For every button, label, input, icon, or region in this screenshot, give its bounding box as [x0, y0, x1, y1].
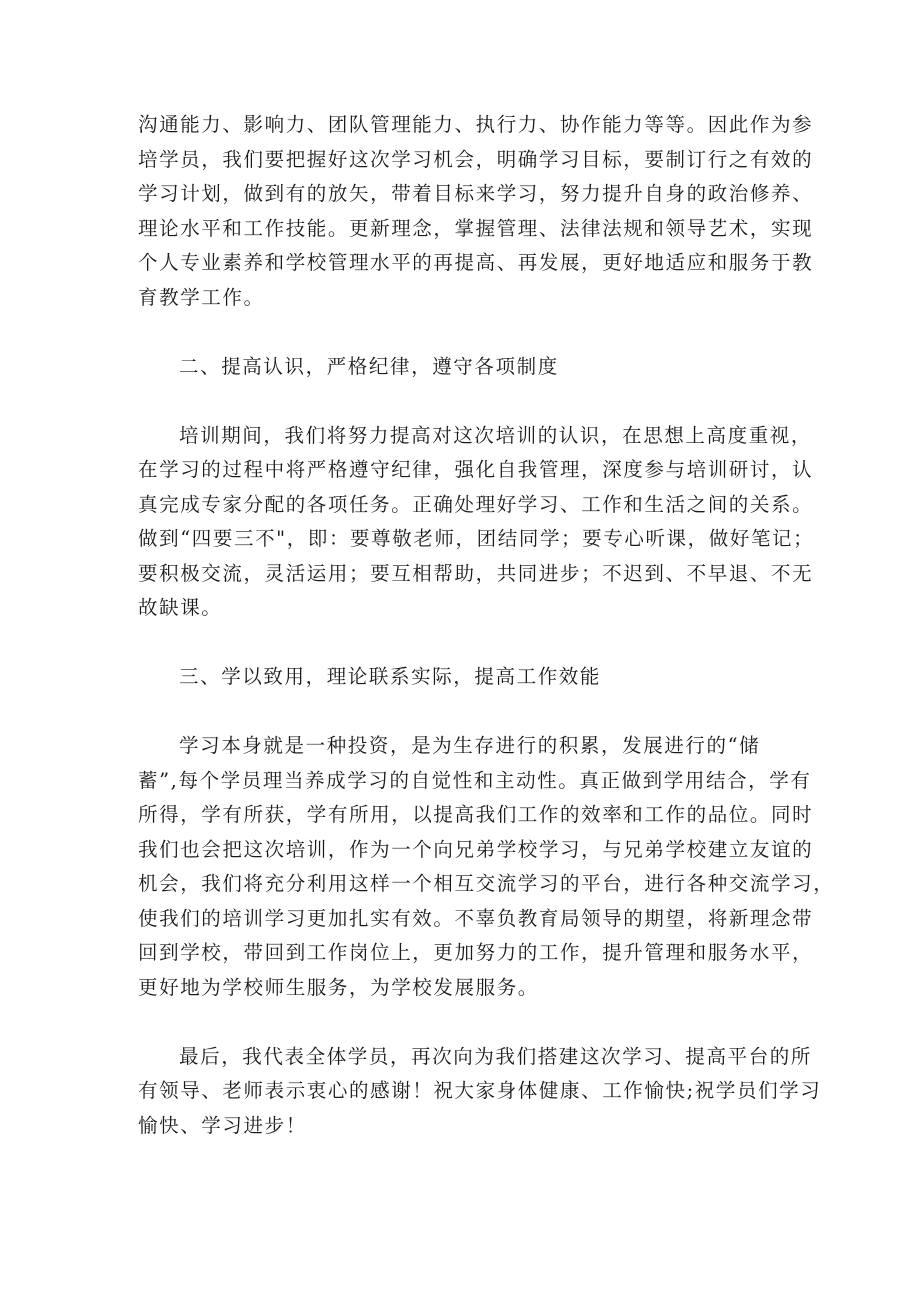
paragraph-line: 有领导、老师表示衷心的感谢！祝大家身体健康、工作愉快;祝学员们学习 — [138, 1079, 822, 1102]
paragraph-line: 学习本身就是一种投资，是为生存进行的积累，发展进行的“储 — [179, 734, 761, 757]
paragraph-line: 我们也会把这次培训，作为一个向兄弟学校学习，与兄弟学校建立友谊的 — [138, 837, 814, 861]
paragraph-line: 回到学校，带回到工作岗位上，更加努力的工作，提升管理和服务水平， — [138, 941, 814, 964]
paragraph-line: 机会，我们将充分利用这样一个相互交流学习的平台，进行各种交流学习， — [138, 872, 835, 895]
paragraph-line: 最后，我代表全体学员，再次向为我们搭建这次学习、提高平台的所 — [179, 1044, 813, 1068]
paragraph-line: 育教学工作。 — [138, 285, 265, 309]
paragraph-line: 做到“四要三不"，即：要尊敬老师，团结同学；要专心听课，做好笔记； — [138, 527, 815, 550]
section-heading-3: 三、学以致用，理论联系实际，提高工作效能 — [179, 665, 602, 688]
paragraph-line: 学习计划，做到有的放矢，带着目标来学习，努力提升自身的政治修养、 — [138, 182, 814, 205]
paragraph-2 — [138, 419, 815, 626]
paragraph-line: 在学习的过程中将严格遵守纪律，强化自我管理，深度参与培训研讨，认 — [138, 458, 814, 481]
paragraph-line: 真完成专家分配的各项任务。正确处理好学习、工作和生活之间的关系。 — [138, 492, 814, 516]
paragraph-line: 使我们的培训学习更加扎实有效。不辜负教育局领导的期望，将新理念带 — [138, 906, 814, 930]
document-page — [138, 108, 835, 1143]
paragraph-line: 培训期间，我们将努力提高对这次培训的认识，在思想上高度重视， — [179, 423, 813, 447]
paragraph-line: 更好地为学校师生服务，为学校发展服务。 — [138, 975, 539, 999]
paragraph-line: 所得，学有所获，学有所用，以提高我们工作的效率和工作的品位。同时 — [138, 803, 814, 826]
paragraph-line: 要积极交流，灵活运用；要互相帮助，共同进步；不迟到、不早退、不无 — [138, 561, 814, 585]
paragraph-line: 沟通能力、影响力、团队管理能力、执行力、协作能力等等。因此作为参 — [138, 113, 814, 136]
paragraph-line: 愉快、学习进步！ — [138, 1113, 307, 1137]
paragraph-line: 蓄”,每个学员理当养成学习的自觉性和主动性。真正做到学用结合，学有 — [138, 768, 812, 792]
paragraph-1 — [138, 108, 814, 315]
paragraph-line: 个人专业素养和学校管理水平的再提高、再发展，更好地适应和服务于教 — [138, 251, 814, 274]
paragraph-line: 培学员，我们要把握好这次学习机会，明确学习目标，要制订行之有效的 — [138, 147, 814, 171]
paragraph-3 — [138, 729, 835, 1005]
paragraph-4 — [138, 1040, 822, 1144]
paragraph-line: 故缺课。 — [138, 596, 223, 619]
section-heading-2: 二、提高认识，严格纪律，遵守各项制度 — [179, 354, 559, 378]
paragraph-line: 理论水平和工作技能。更新理念，掌握管理、法律法规和领导艺术，实现 — [138, 216, 814, 240]
